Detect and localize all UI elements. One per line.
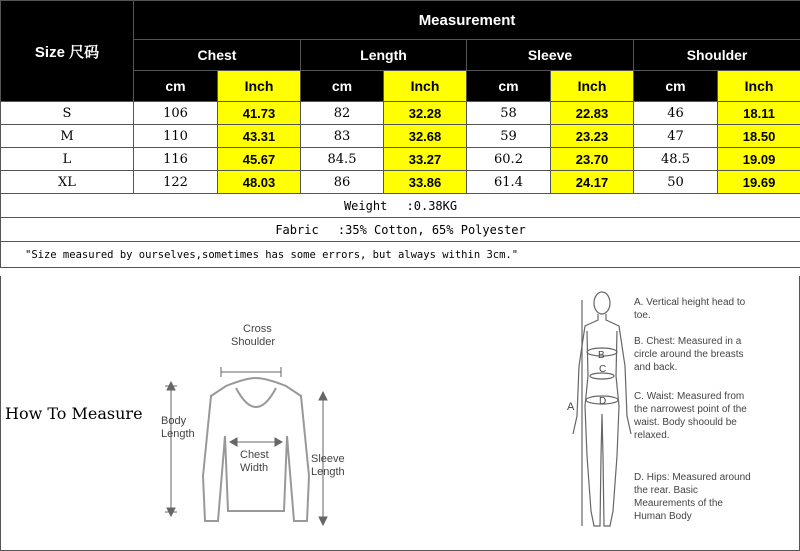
length-cm-cell: 82 [301, 102, 384, 125]
unit-inch: Inch [218, 71, 301, 102]
chest-cm-cell: 110 [134, 125, 218, 148]
sleeve-cm-cell: 60.2 [467, 148, 551, 171]
chest-cm-cell: 106 [134, 102, 218, 125]
size-cell: M [1, 125, 134, 148]
unit-cm: cm [301, 71, 384, 102]
sleeve-inch-cell: 23.70 [551, 148, 634, 171]
shoulder-cm-cell: 47 [634, 125, 718, 148]
unit-cm: cm [134, 71, 218, 102]
shoulder-header: Shoulder [634, 40, 800, 71]
table-row [1, 148, 800, 171]
sleeve-cm-cell: 61.4 [467, 171, 551, 194]
sleeve-inch-cell: 23.23 [551, 125, 634, 148]
length-cm-cell: 86 [301, 171, 384, 194]
length-inch-cell: 32.28 [384, 102, 467, 125]
shoulder-label: Shoulder [231, 336, 276, 348]
length-inch-cell: 32.68 [384, 125, 467, 148]
body-label: Body [161, 415, 187, 427]
chest-header: Chest [134, 40, 301, 71]
length-cm-cell: 83 [301, 125, 384, 148]
sweater-measure-diagram [151, 316, 361, 536]
unit-inch: Inch [551, 71, 634, 102]
sleeve-cm-cell: 58 [467, 102, 551, 125]
unit-cm: cm [467, 71, 551, 102]
shoulder-cm-cell: 46 [634, 102, 718, 125]
letter-d: D [599, 396, 607, 407]
cross-label: Cross [243, 323, 272, 335]
size-header: Size 尺码 [1, 1, 134, 102]
table-row [1, 125, 800, 148]
size-cell: L [1, 148, 134, 171]
sleeve-header: Sleeve [467, 40, 634, 71]
size-cell: S [1, 102, 134, 125]
weight-row: Weight :0.38KG [1, 194, 800, 218]
shoulder-cm-cell: 48.5 [634, 148, 718, 171]
length-label: Length [161, 428, 195, 440]
length-cm-cell: 84.5 [301, 148, 384, 171]
unit-inch: Inch [384, 71, 467, 102]
size-note: "Size measured by ourselves,sometimes has some errors, but always within 3cm." [1, 242, 800, 268]
length-inch-cell: 33.27 [384, 148, 467, 171]
sleeve-cm-cell: 59 [467, 125, 551, 148]
width-label: Width [240, 462, 269, 474]
shoulder-inch-cell: 18.11 [718, 102, 800, 125]
how-to-measure-panel [0, 276, 800, 551]
chest-label: Chest [240, 449, 269, 461]
letter-b: B [598, 350, 605, 361]
sleeve-label: Sleeve [311, 453, 345, 465]
shoulder-inch-cell: 19.69 [718, 171, 800, 194]
sleeve-length-label: Length [311, 466, 345, 478]
table-row [1, 102, 800, 125]
chest-inch-cell: 45.67 [218, 148, 301, 171]
measure-arrows [165, 367, 327, 525]
length-header: Length [301, 40, 467, 71]
measurement-header: Measurement [134, 1, 800, 40]
letter-c: C [599, 364, 607, 375]
chest-cm-cell: 116 [134, 148, 218, 171]
note-b: B. Chest: Measured in a circle around the breasts and back. [634, 336, 744, 373]
size-chart-table [0, 0, 800, 268]
chest-inch-cell: 41.73 [218, 102, 301, 125]
shoulder-inch-cell: 18.50 [718, 125, 800, 148]
unit-inch: Inch [718, 71, 800, 102]
table-row [1, 171, 800, 194]
length-inch-cell: 33.86 [384, 171, 467, 194]
sleeve-inch-cell: 24.17 [551, 171, 634, 194]
chest-cm-cell: 122 [134, 171, 218, 194]
unit-cm: cm [634, 71, 718, 102]
shoulder-cm-cell: 50 [634, 171, 718, 194]
body-outline [573, 292, 631, 526]
note-c: C. Waist: Measured from the narrowest point of the waist. Body shoould be relaxed. [634, 391, 747, 441]
shoulder-inch-cell: 19.09 [718, 148, 800, 171]
chest-inch-cell: 43.31 [218, 125, 301, 148]
chest-inch-cell: 48.03 [218, 171, 301, 194]
note-d: D. Hips: Measured around the rear. Basic Meaurements of the Human Body [634, 472, 751, 522]
sleeve-inch-cell: 22.83 [551, 102, 634, 125]
fabric-row: Fabric :35% Cotton, 65% Polyester [1, 218, 800, 242]
letter-a: A [567, 401, 575, 413]
size-cell: XL [1, 171, 134, 194]
note-a: A. Vertical height head to toe. [634, 297, 746, 321]
how-to-measure-label: How To Measure [5, 404, 143, 423]
